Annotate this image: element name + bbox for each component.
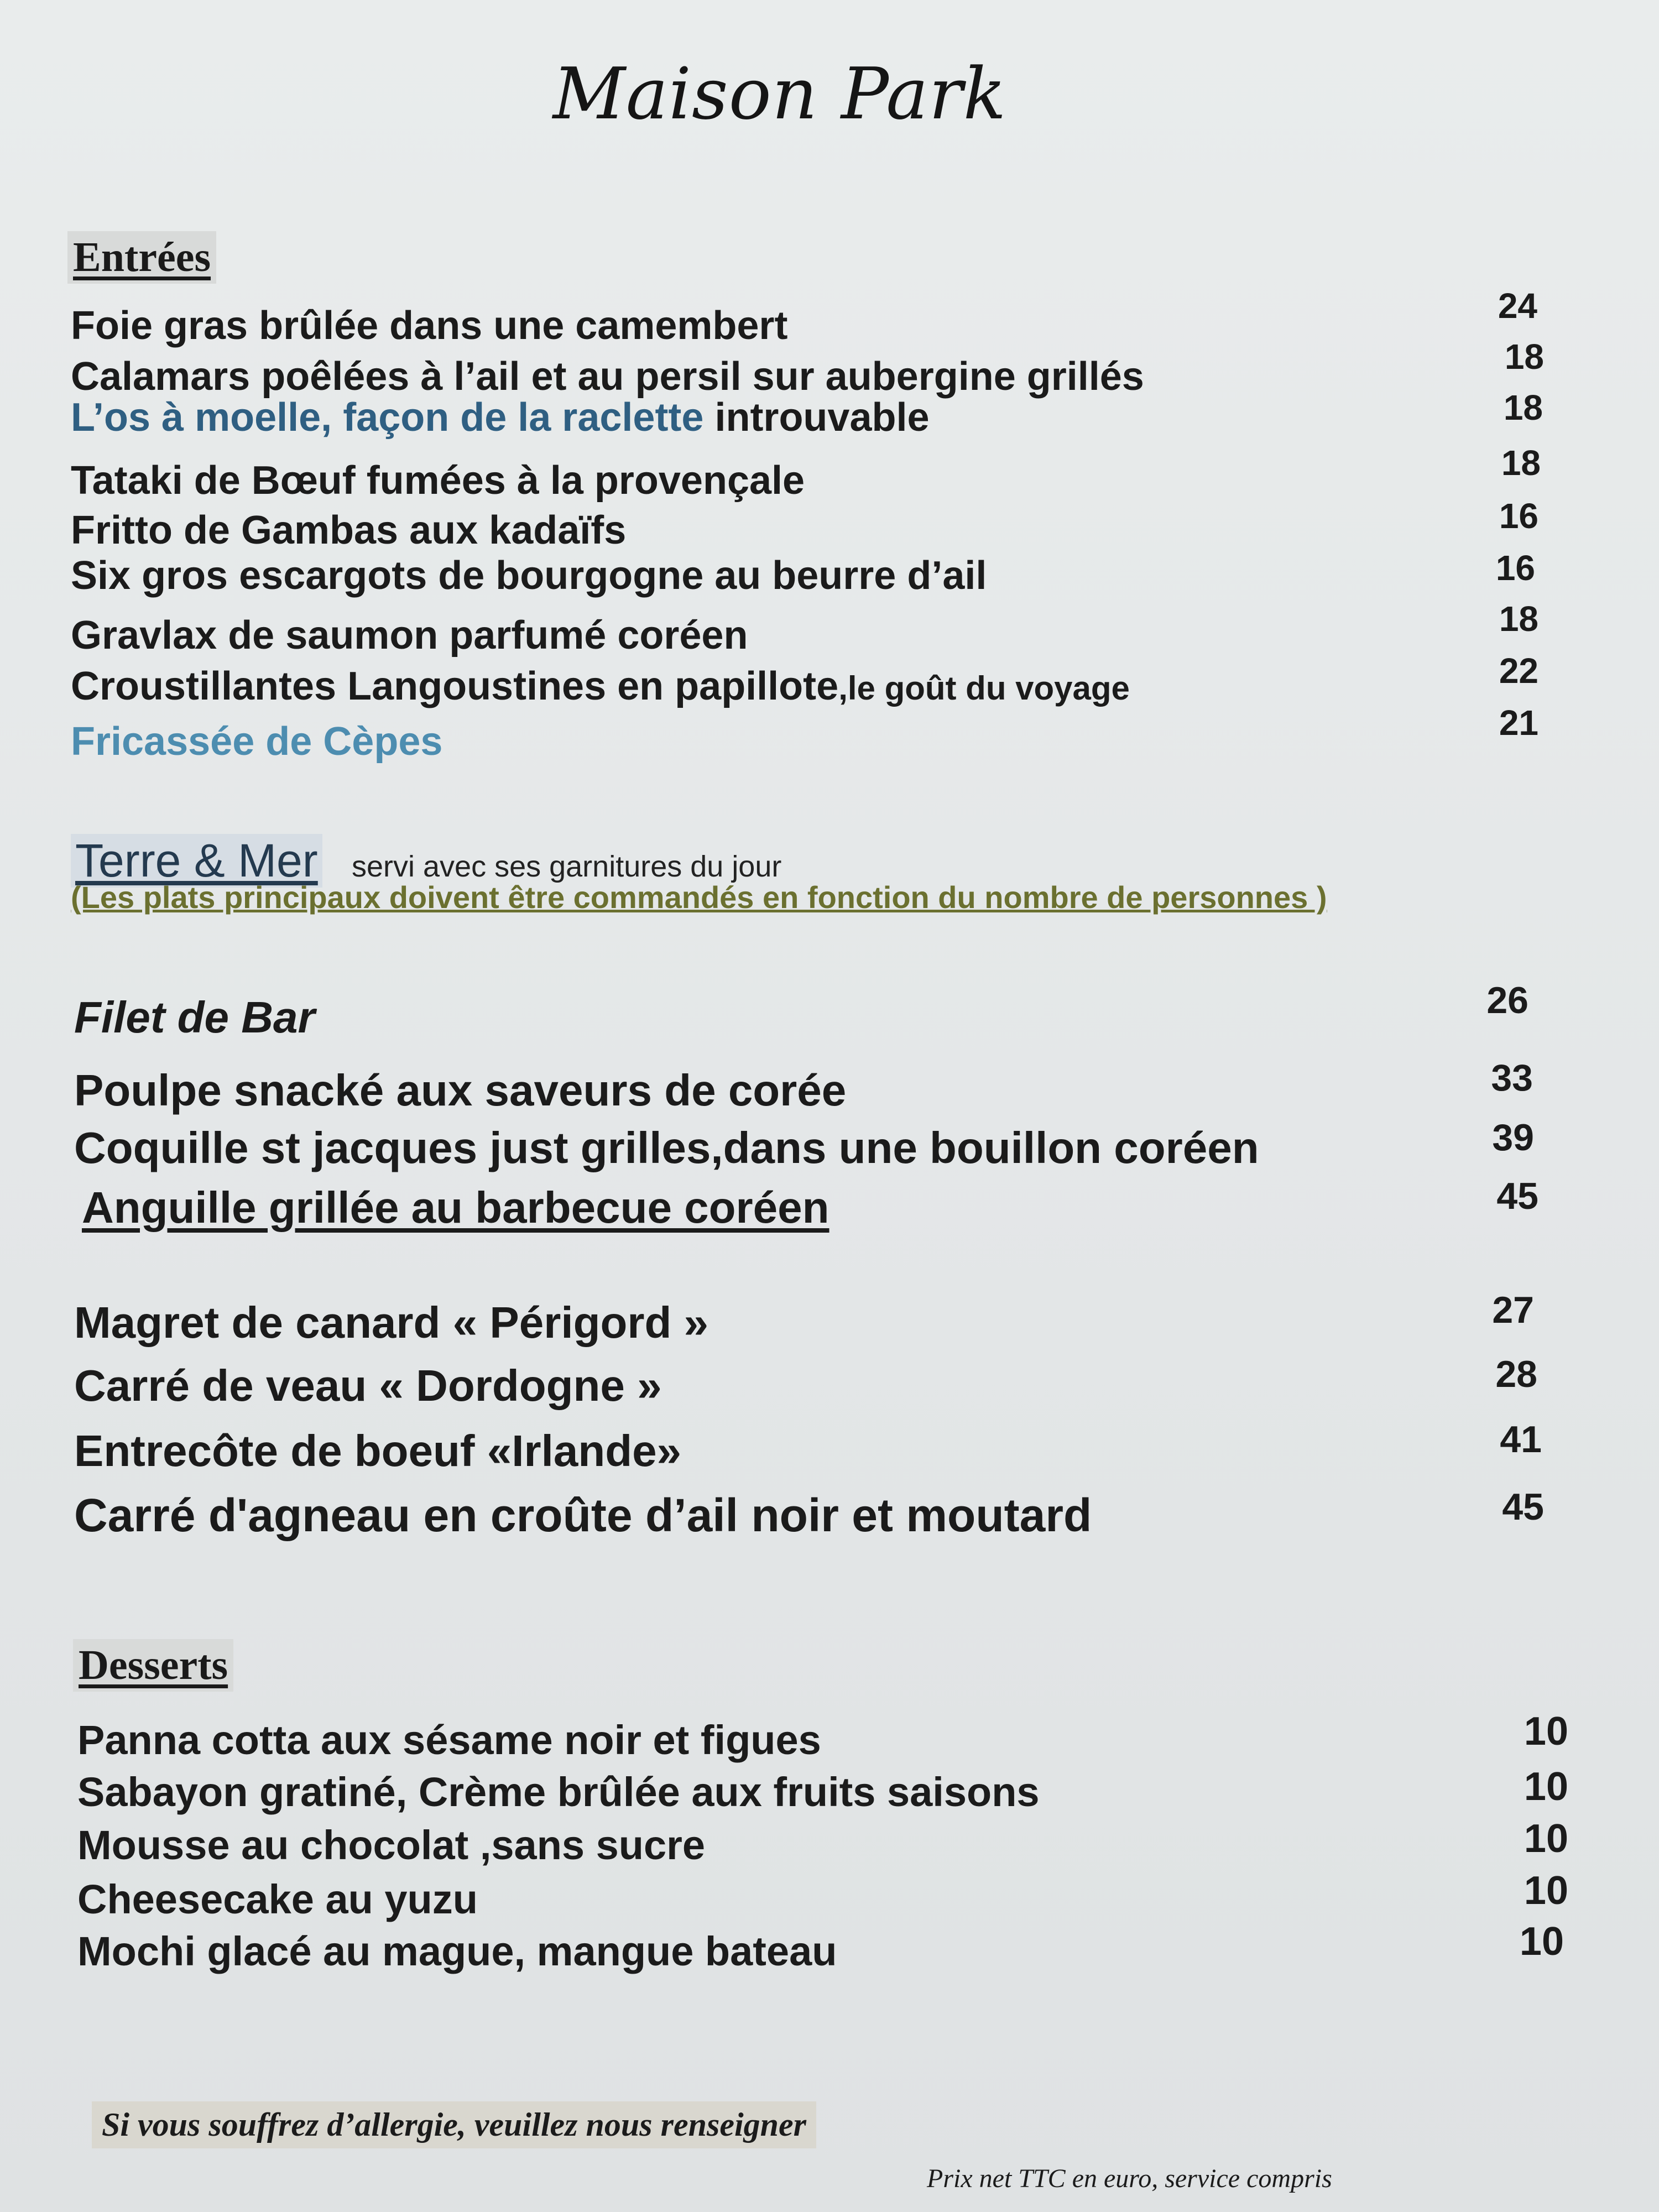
section-heading-terre-mer: Terre & Mer (71, 834, 322, 888)
dessert-item: Mochi glacé au mague, mangue bateau (77, 1928, 837, 1974)
main-item: Carré d'agneau en croûte d’ail noir et moutard (74, 1489, 1092, 1541)
dessert-item: Mousse au chocolat ,sans sucre (77, 1822, 706, 1868)
entree-item: Foie gras brûlée dans une camembert (71, 304, 788, 348)
entree-price: 24 (1498, 286, 1537, 326)
main-price: 28 (1495, 1353, 1537, 1395)
main-item: Carré de veau « Dordogne » (74, 1361, 662, 1410)
main-item: Filet de Bar (74, 993, 315, 1042)
entree-item: Six gros escargots de bourgogne au beurre d’ail (71, 554, 987, 598)
dessert-item: Sabayon gratiné, Crème brûlée aux fruits saisons (77, 1769, 1040, 1815)
entree-item: Gravlax de saumon parfumé coréen (71, 613, 748, 658)
entree-price: 22 (1499, 651, 1538, 691)
entree-price: 16 (1495, 548, 1535, 588)
entree-price: 16 (1499, 496, 1538, 536)
entree-price: 18 (1501, 443, 1541, 483)
main-item: Anguille grillée au barbecue coréen (82, 1183, 830, 1232)
dessert-price: 10 (1524, 1817, 1568, 1861)
entree-price: 21 (1499, 703, 1538, 743)
dessert-price: 10 (1524, 1709, 1568, 1754)
entree-item (71, 664, 1130, 709)
main-course-note: (Les plats principaux doivent être commandés en fonction du nombre de personnes ) (71, 880, 1327, 915)
allergy-note: Si vous souffrez d’allergie, veuillez nous renseigner (92, 2101, 816, 2148)
main-price: 27 (1492, 1289, 1534, 1331)
entree-item-part: introuvable (703, 395, 930, 440)
entree-item-part: Croustillantes Langoustines en papillote (71, 664, 839, 708)
section-subtitle-terre-mer: servi avec ses garnitures du jour (352, 850, 782, 883)
entree-item: Fritto de Gambas aux kadaïfs (71, 508, 627, 552)
section-heading-desserts: Desserts (73, 1639, 233, 1692)
restaurant-title: Maison Park (552, 53, 1007, 135)
entree-price: 18 (1504, 337, 1544, 377)
dessert-price: 10 (1524, 1869, 1568, 1913)
section-heading-entrees: Entrées (67, 231, 216, 284)
main-price: 41 (1500, 1418, 1542, 1460)
main-item: Entrecôte de boeuf «Irlande» (74, 1426, 682, 1475)
entree-item (71, 395, 930, 440)
main-item: Magret de canard « Périgord » (74, 1298, 709, 1347)
main-item: Poulpe snacké aux saveurs de corée (74, 1066, 847, 1115)
main-price: 45 (1502, 1486, 1544, 1528)
dessert-price: 10 (1519, 1919, 1564, 1964)
main-price: 26 (1486, 979, 1528, 1021)
main-item: Coquille st jacques just grilles,dans une bouillon coréen (74, 1123, 1259, 1172)
entree-item-part: L’os à moelle, façon de la raclette (71, 395, 704, 440)
entree-price: 18 (1499, 599, 1538, 639)
entree-item: Fricassée de Cèpes (71, 719, 443, 764)
entree-item: Tataki de Bœuf fumées à la provençale (71, 458, 805, 503)
entree-item-part: ,le goût du voyage (838, 670, 1130, 707)
entree-price: 18 (1503, 388, 1543, 427)
main-price: 45 (1496, 1175, 1538, 1217)
main-price: 39 (1492, 1117, 1534, 1159)
price-info-note: Prix net TTC en euro, service compris (927, 2164, 1332, 2193)
dessert-item: Panna cotta aux sésame noir et figues (77, 1717, 821, 1763)
main-price: 33 (1491, 1057, 1533, 1099)
dessert-price: 10 (1524, 1765, 1568, 1809)
entree-item: Calamars poêlées à l’ail et au persil sur aubergine grillés (71, 354, 1144, 399)
dessert-item: Cheesecake au yuzu (77, 1876, 478, 1922)
